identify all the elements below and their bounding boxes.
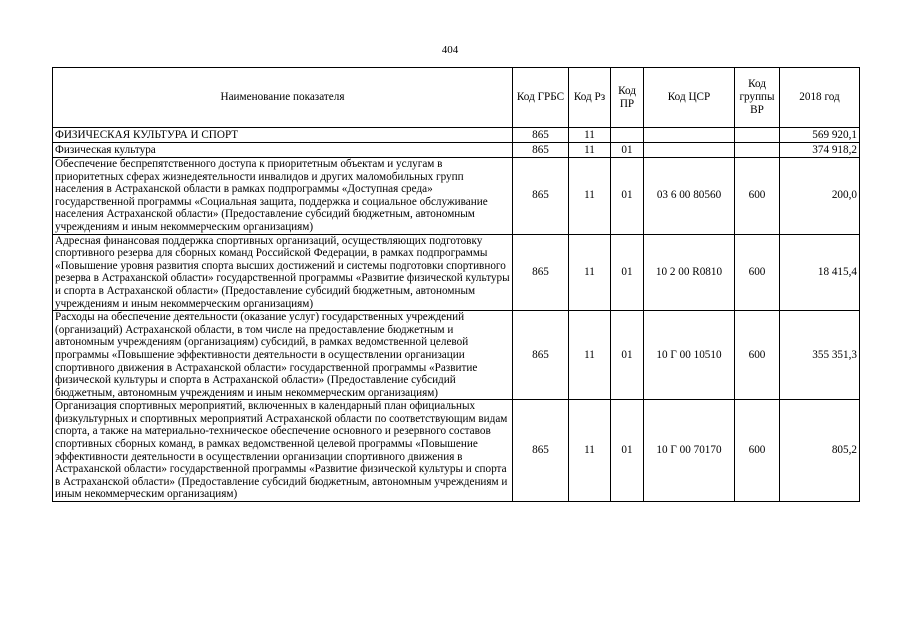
row-pr: 01 [611, 158, 644, 235]
row-grbs: 865 [513, 234, 569, 311]
row-pr: 01 [611, 143, 644, 158]
row-csr: 10 Г 00 70170 [644, 400, 735, 502]
row-csr [644, 128, 735, 143]
row-name: Организация спортивных мероприятий, включенных в календарный план официальных физкультурных и спортивных мероприятий Астраханской области по соответствующим видам спорта, а также на материально-техническое обеспечение основного и резервного составов спортивных сборных команд, в рамках ведомственной целевой программы «Повышение эффективности деятельности в осуществлении организации спортивного движения в Астраханской области» государственной программы «Развитие физической культуры и спорта в Астраханской области» (Предоставление субсидий бюджетным, автономным учреждениям и иным некоммерческим организациям) [53, 400, 513, 502]
header-csr: Код ЦСР [644, 68, 735, 128]
header-year: 2018 год [780, 68, 860, 128]
row-grbs: 865 [513, 311, 569, 400]
header-row [53, 68, 860, 128]
row-rz: 11 [569, 143, 611, 158]
row-grbs: 865 [513, 143, 569, 158]
row-pr: 01 [611, 311, 644, 400]
table-row [53, 234, 860, 311]
row-rz: 11 [569, 234, 611, 311]
page-number: 404 [441, 44, 459, 56]
row-pr [611, 128, 644, 143]
row-pr: 01 [611, 400, 644, 502]
row-amount: 374 918,2 [780, 143, 860, 158]
row-vr [735, 128, 780, 143]
row-vr: 600 [735, 400, 780, 502]
row-amount: 200,0 [780, 158, 860, 235]
budget-table [52, 67, 860, 502]
header-vr: Код группы ВР [735, 68, 780, 128]
row-vr: 600 [735, 158, 780, 235]
row-csr: 10 2 00 R0810 [644, 234, 735, 311]
row-amount: 355 351,3 [780, 311, 860, 400]
row-rz: 11 [569, 128, 611, 143]
table-row [53, 311, 860, 400]
table-row [53, 128, 860, 143]
row-grbs: 865 [513, 158, 569, 235]
row-name: ФИЗИЧЕСКАЯ КУЛЬТУРА И СПОРТ [53, 128, 513, 143]
header-name: Наименование показателя [53, 68, 513, 128]
row-grbs: 865 [513, 400, 569, 502]
row-csr: 10 Г 00 10510 [644, 311, 735, 400]
header-grbs: Код ГРБС [513, 68, 569, 128]
row-vr [735, 143, 780, 158]
table-row [53, 400, 860, 502]
row-csr: 03 6 00 80560 [644, 158, 735, 235]
table-row [53, 143, 860, 158]
row-name: Обеспечение беспрепятственного доступа к приоритетным объектам и услугам в приоритетных сферах жизнедеятельности инвалидов и других маломобильных групп населения в Астраханской области в рамках подпрограммы «Доступная среда» государственной программы «Социальная защита, поддержка и социальное обслуживание населения Астраханской области» (Предоставление субсидий бюджетным, автономным учреждениям и иным некоммерческим организациям) [53, 158, 513, 235]
row-grbs: 865 [513, 128, 569, 143]
row-vr: 600 [735, 234, 780, 311]
row-amount: 805,2 [780, 400, 860, 502]
row-rz: 11 [569, 311, 611, 400]
row-name: Физическая культура [53, 143, 513, 158]
header-rz: Код Рз [569, 68, 611, 128]
table-row [53, 158, 860, 235]
row-name: Расходы на обеспечение деятельности (оказание услуг) государственных учреждений (организаций) Астраханской области, в том числе на предоставление бюджетным и автономным учреждениям (организациям) субсидий, в рамках ведомственной целевой программы «Повышение эффективности деятельности в осуществлении организации спортивного движения в Астраханской области» государственной программы «Развитие физической культуры и спорта в Астраханской области» (Предоставление субсидий бюджетным, автономным учреждениям и иным некоммерческим организациям) [53, 311, 513, 400]
row-amount: 569 920,1 [780, 128, 860, 143]
row-amount: 18 415,4 [780, 234, 860, 311]
header-pr: Код ПР [611, 68, 644, 128]
row-rz: 11 [569, 400, 611, 502]
row-rz: 11 [569, 158, 611, 235]
row-pr: 01 [611, 234, 644, 311]
row-name: Адресная финансовая поддержка спортивных организаций, осуществляющих подготовку спортивного резерва для сборных команд Российской Федерации, в рамках подпрограммы «Повышение уровня развития спорта высших достижений и системы подготовки спортивного резерва в Астраханской области» государственной программы «Развитие физической культуры и спорта в Астраханской области» (Предоставление субсидий бюджетным, автономным учреждениям и иным некоммерческим организациям) [53, 234, 513, 311]
row-vr: 600 [735, 311, 780, 400]
row-csr [644, 143, 735, 158]
